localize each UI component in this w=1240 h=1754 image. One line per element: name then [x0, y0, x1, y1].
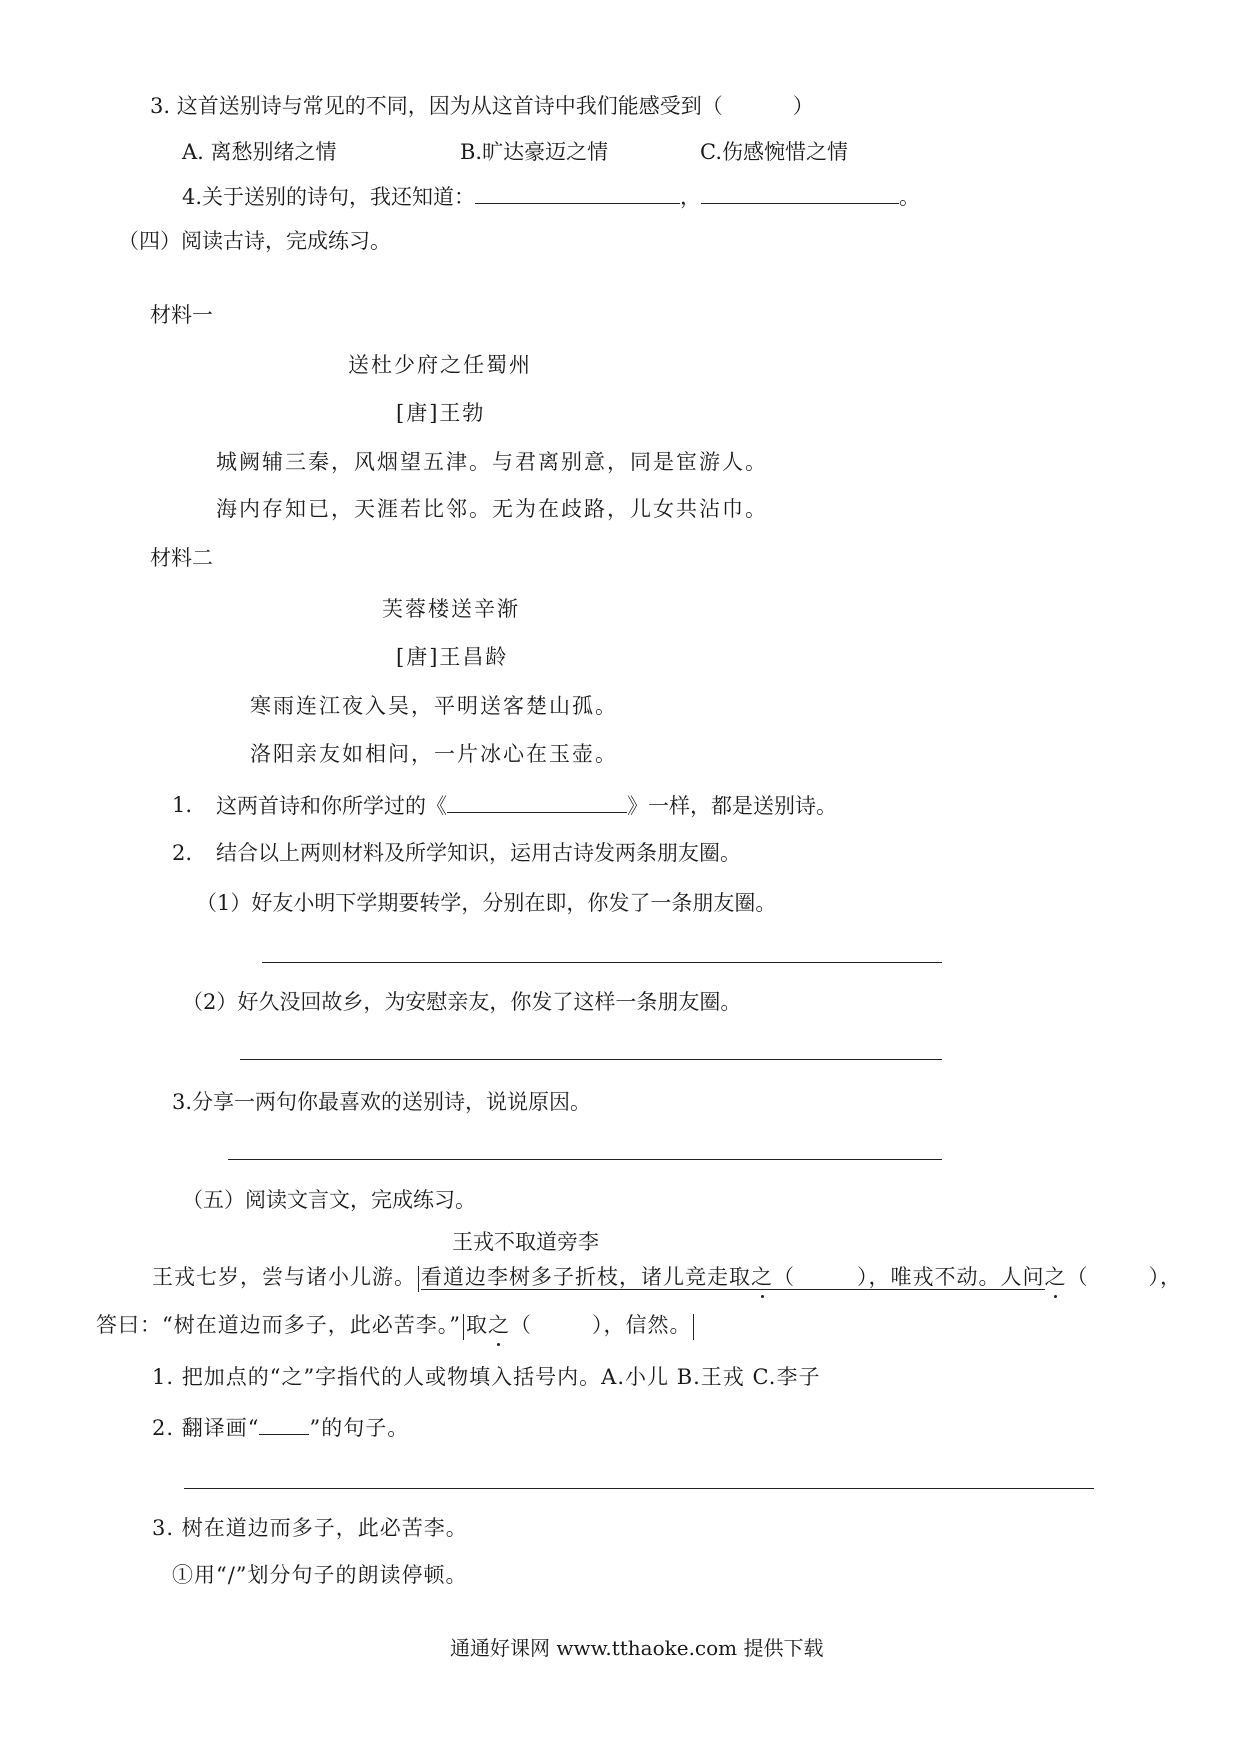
q3-option-a: A. 离愁别绪之情: [182, 140, 337, 164]
sec5-passage-line-2: 答曰：“树在道边而多子，此必苦李。” 取之（ ），信然。: [96, 1310, 696, 1340]
sec5-q2-underline-sample: [259, 1412, 309, 1435]
mat1-label: 材料一: [150, 303, 213, 327]
sec5-q2: 2. 翻译画“ ”的句子。: [152, 1412, 409, 1443]
page-footer: 通通好课网 www.tthaoke.com 提供下载: [450, 1636, 824, 1660]
q3-option-b: B.旷达豪迈之情: [460, 140, 609, 164]
sec5-q3a: ①用“/”划分句子的朗读停顿。: [172, 1563, 468, 1587]
mat1-author: [唐]王勃: [396, 401, 486, 425]
sec5-q3: 3. 树在道边而多子，此必苦李。: [152, 1516, 468, 1540]
q4: 4.关于送别的诗句，我还知道： ， 。: [182, 181, 920, 212]
mat2-author: [唐]王昌龄: [396, 645, 509, 669]
dotted-zhi-3: 之: [488, 1310, 510, 1340]
mat2-line-2: 洛阳亲友如相问，一片冰心在玉壶。: [250, 742, 618, 766]
sec4-heading: （四）阅读古诗，完成练习。: [118, 229, 391, 253]
sec5-passage-line-1: 王戎七岁，尝与诸小儿游。 看道边李树多子折枝，诸儿竞走取之（ ），唯戎不动。人问之（ ），: [152, 1262, 1182, 1292]
sentence-marker: [418, 1266, 419, 1292]
q3-option-c: C.伤感惋惜之情: [700, 140, 848, 164]
sec4-q2-sub1: （1）好友小明下学期要转学，分别在即，你发了一条朋友圈。: [196, 891, 777, 915]
underlined-sentence: 看道边李树多子折枝，诸儿竞走取之（ ），唯戎不动。人问: [421, 1265, 1045, 1290]
sentence-marker: [693, 1314, 694, 1340]
sec4-q2-sub2: （2）好久没回故乡，为安慰亲友，你发了这样一条朋友圈。: [182, 990, 742, 1014]
sec4-q3-answer-line[interactable]: [228, 1159, 942, 1160]
sec5-q2-answer-line[interactable]: [184, 1488, 1094, 1489]
sec5-heading: （五）阅读文言文，完成练习。: [182, 1188, 476, 1212]
dotted-zhi-2: 之: [1045, 1262, 1067, 1292]
mat2-line-1: 寒雨连江夜入吴，平明送客楚山孤。: [250, 694, 618, 718]
sec4-q1-blank[interactable]: [447, 790, 627, 813]
sec4-q2-num: 2.: [172, 841, 193, 865]
sec5-title: 王戎不取道旁李: [452, 1230, 599, 1254]
sec4-q3: 3.分享一两句你最喜欢的送别诗，说说原因。: [172, 1090, 592, 1114]
q4-blank-1[interactable]: [475, 181, 680, 204]
sec5-q1: 1. 把加点的“之”字指代的人或物填入括号内。A.小儿 B.王戎 C.李子: [152, 1365, 821, 1389]
sec4-q2-sub2-answer-line[interactable]: [240, 1059, 942, 1060]
mat2-title: 芙蓉楼送辛渐: [382, 597, 520, 621]
dotted-zhi-1: 之: [751, 1262, 773, 1292]
mat1-title: 送杜少府之任蜀州: [348, 353, 532, 377]
mat1-line-2: 海内存知已，天涯若比邻。无为在歧路，儿女共沾巾。: [216, 497, 768, 521]
q4-blank-2[interactable]: [701, 181, 899, 204]
q3-stem: 3. 这首送别诗与常见的不同，因为从这首诗中我们能感受到（ ）: [150, 94, 814, 118]
mat1-line-1: 城阙辅三秦，风烟望五津。与君离别意，同是宦游人。: [216, 450, 768, 474]
sentence-marker: [463, 1314, 464, 1340]
sec4-q2: 结合以上两则材料及所学知识，运用古诗发两条朋友圈。: [216, 841, 741, 865]
sec4-q1: 这两首诗和你所学过的《 》一样，都是送别诗。: [216, 790, 837, 821]
sec4-q2-sub1-answer-line[interactable]: [262, 962, 942, 963]
mat2-label: 材料二: [150, 546, 213, 570]
sec4-q1-num: 1.: [172, 793, 193, 817]
